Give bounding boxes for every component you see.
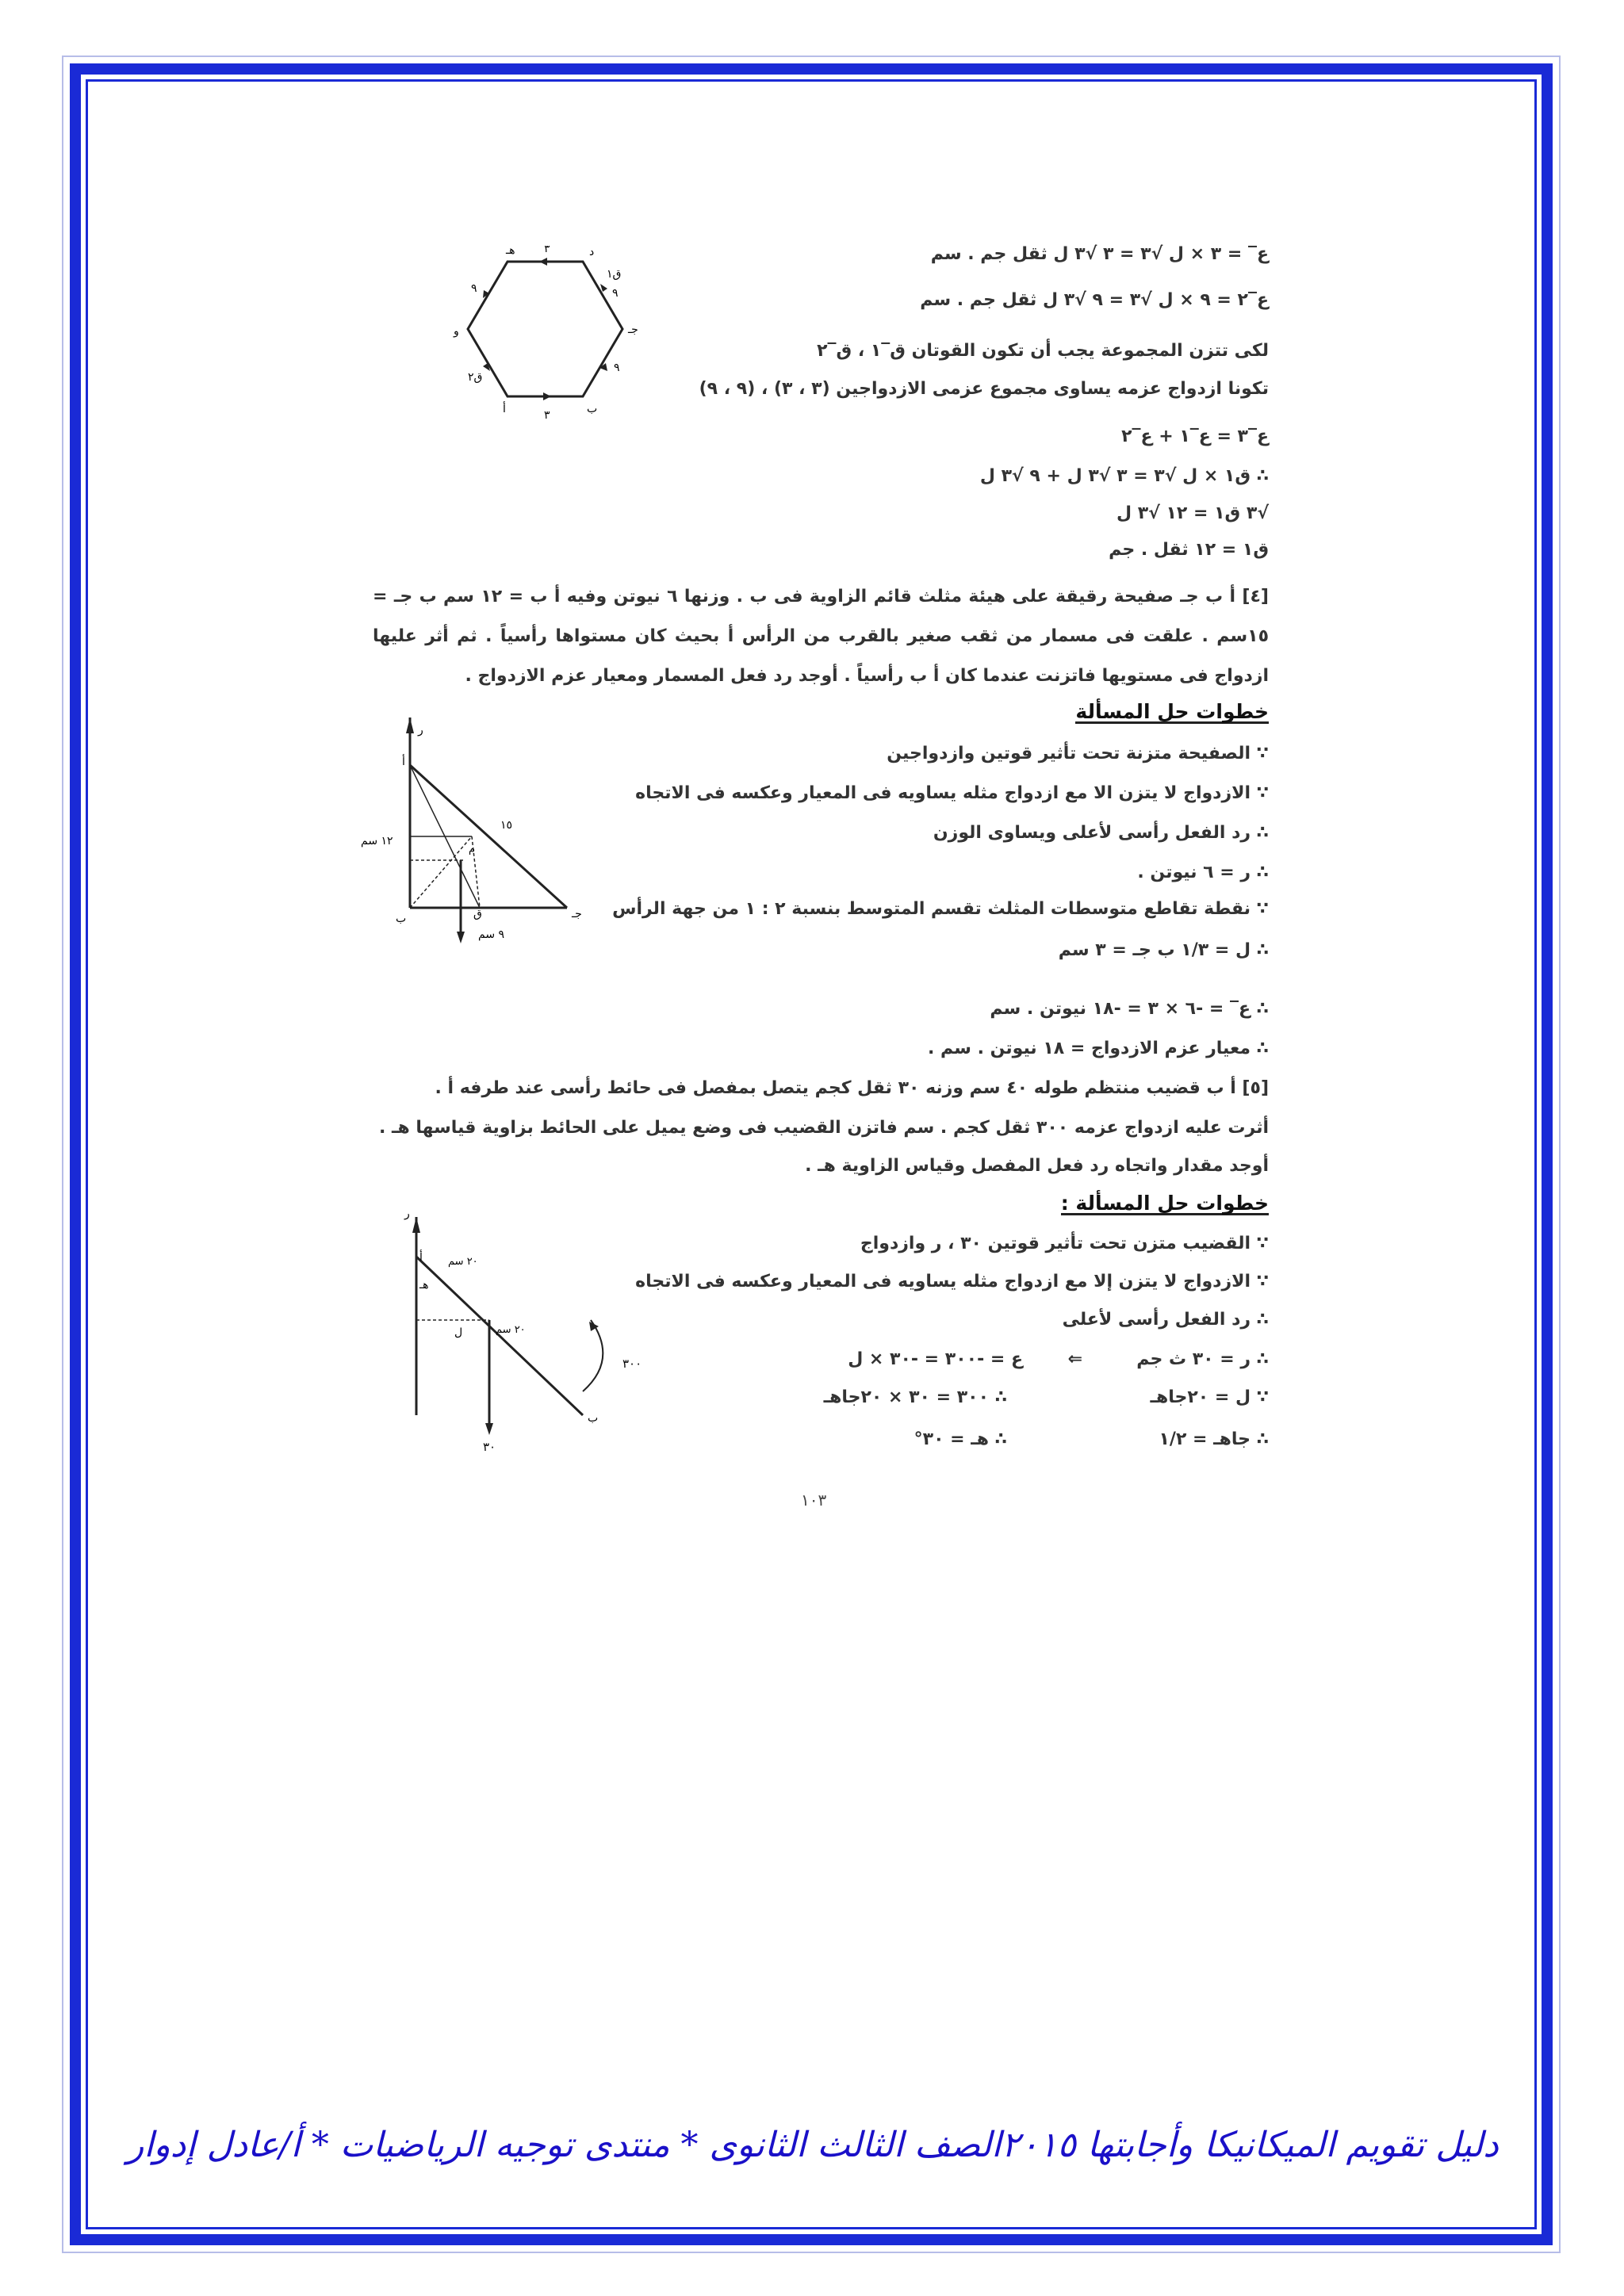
hex-label-3b: ٣ — [544, 409, 550, 422]
solution-line: ∴ معيار عزم الازدواج = ١٨ نيوتن . سم . — [928, 1039, 1269, 1058]
solution-line: ∵ الازدواج لا يتزن الا مع ازدواج مثله يساويه فى المعيار وعكسه فى الاتجاه — [635, 783, 1269, 803]
rod-label-b: ب — [588, 1412, 599, 1425]
text-line: √٣ ق١ = ١٢ √٣ ل — [1116, 503, 1269, 523]
problem-5-line: [٥] أ ب قضيب منتظم طوله ٤٠ سم وزنه ٣٠ ثقل كجم يتصل بمفصل فى حائط رأسى عند طرفه أ . — [435, 1078, 1269, 1098]
hex-label-b: ب — [587, 403, 598, 415]
triangle-diagram — [361, 710, 591, 955]
solution-heading-1: خطوات حل المسألة — [1075, 700, 1269, 723]
rod-label-r: ر — [404, 1209, 410, 1220]
rod-label-len20b: ٢٠ سم — [496, 1324, 526, 1336]
hexagon-shape — [468, 262, 622, 396]
solution-line: ∴ رد الفعل رأسى لأعلى ويساوى الوزن — [933, 823, 1269, 843]
rod-label-m300: ٣٠٠ — [622, 1357, 642, 1371]
solution-line: ∴ ر = ٦ نيوتن . — [1137, 863, 1269, 882]
tri-label-m: م — [469, 844, 476, 855]
solution-col-r2-left: ∴ ٣٠٠ = ٣٠ × ٢٠جاهـ — [823, 1387, 1007, 1407]
tri-label-w: ق — [473, 908, 482, 920]
hex-label-f: و — [454, 325, 459, 338]
rod-label-a: أ — [419, 1251, 423, 1264]
text-line: لكى تتزن المجموعة يجب أن تكون القوتان ق‾١ ، ق‾٢ — [817, 341, 1269, 361]
solution-col-r1-left: ع = -٣٠٠ = -٣٠ × ل — [848, 1349, 1023, 1369]
solution-col-r3-left: ∴ هـ = ٣٠° — [914, 1429, 1007, 1449]
hex-label-9c: ٩ — [471, 282, 477, 295]
tri-label-a: أ — [402, 756, 405, 768]
text-line: ق١ = ١٢ ثقل . جم — [1109, 540, 1269, 560]
tri-label-b: ب — [396, 913, 407, 925]
hex-label-9b: ٩ — [614, 362, 620, 374]
footer-title: دليل تقويم الميكانيكا وأجابتها ٢٠١٥الصف الثالث الثانوى * منتدى توجيه الرياضيات * أ/عادل إدوار — [127, 2125, 1499, 2165]
problem-4-text: [٤] أ ب جـ صفيحة رقيقة على هيئة مثلث قائم الزاوية فى ب . وزنها ٦ نيوتن وفيه أ ب = ١٢ سم ب جـ = ١٥سم . علقت فى مسمار من ثقب صغير بالقرب من الرأس أ بحيث كان مستواها رأسياً . ثم أثر عليها ازدواج فى مستويها فاتزنت عندما كان أ ب رأسياً . أوجد رد فعل المسمار ومعيار عزم الازدواج . — [373, 587, 1269, 686]
hex-label-q2: ق٢ — [468, 371, 483, 384]
text-line: ع‾٢ = ٩ × ل √٣ = ٩ √٣ ل ثقل جم . سم — [920, 290, 1269, 310]
solution-line: ∵ القضيب متزن تحت تأثير قوتين ٣٠ ، ر وازدواج — [860, 1234, 1269, 1253]
solution-col-r1-right: ∴ ر = ٣٠ ث جم — [1136, 1349, 1269, 1369]
solution-heading-2: خطوات حل المسألة : — [1060, 1192, 1269, 1215]
hex-label-a: أ — [503, 403, 506, 415]
rod-label-len20a: ٢٠ سم — [448, 1256, 478, 1268]
problem-5-line: أثرت عليه ازدواج عزمه ٣٠٠ ثقل كجم . سم فاتزن القضيب فى وضع يميل على الحائط بزاوية قياسها هـ . — [378, 1118, 1269, 1138]
rod-label-l: ل — [454, 1326, 463, 1339]
rod-label-w30: ٣٠ — [483, 1440, 496, 1454]
text-line: ∴ ق١ × ل √٣ = ٣ √٣ ل + ٩ √٣ ل — [979, 466, 1269, 486]
tri-label-r: ر — [418, 724, 423, 737]
tri-label-len15: ١٥ — [500, 819, 513, 832]
solution-col-r3-right: ∴ جاهـ = ١/٢ — [1159, 1429, 1269, 1449]
tri-label-len9: ٩ سم — [478, 928, 505, 941]
tri-label-len12: ١٢ سم — [361, 835, 393, 848]
page-number: ١٠٣ — [801, 1490, 827, 1510]
hex-label-3a: ٣ — [544, 246, 550, 255]
hexagon-diagram — [444, 246, 650, 428]
problem-5-line: أوجد مقدار واتجاه رد فعل المفصل وقياس الزاوية هـ . — [805, 1156, 1269, 1176]
hex-label-e: هـ — [506, 246, 515, 257]
text-line: تكونا ازدواج عزمه يساوى مجموع عزمى الازدواجين (٣ ، ٣) ، (٩ ، ٩) — [699, 379, 1269, 399]
solution-line: ∴ رد الفعل رأسى لأعلى — [1062, 1310, 1269, 1330]
rod-label-h: هـ — [419, 1279, 429, 1292]
hex-label-c: جـ — [628, 323, 638, 336]
hex-label-q1: ق١ — [607, 268, 622, 281]
page-frame-inner — [86, 79, 1537, 2229]
solution-line: ∴ ل = ١/٣ ب جـ = ٣ سم — [1058, 940, 1269, 960]
text-line: ع‾٣ = ع‾١ + ع‾٢ — [1121, 427, 1269, 446]
solution-line: ∴ ع‾ = -٦ × ٣ = -١٨ نيوتن . سم — [990, 999, 1269, 1019]
tri-label-c: جـ — [572, 908, 582, 920]
hex-label-d: د — [589, 246, 595, 258]
text-line: ع‾ = ٣ × ل √٣ = ٣ √٣ ل ثقل جم . سم — [930, 244, 1269, 264]
solution-line: ∵ نقطة تقاطع متوسطات المثلث تقسم المتوسط بنسبة ٢ : ١ من جهة الرأس — [612, 899, 1269, 919]
hex-label-9a: ٩ — [612, 287, 619, 300]
solution-col-r2-right: ∵ ل = ٢٠جاهـ — [1150, 1387, 1269, 1407]
rod-diagram — [400, 1209, 686, 1463]
solution-col-r1-mid: ⇐ — [1067, 1349, 1082, 1369]
solution-line: ∵ الصفيحة متزنة تحت تأثير قوتين وازدواجين — [887, 744, 1269, 763]
solution-line: ∵ الازدواج لا يتزن إلا مع ازدواج مثله يساويه فى المعيار وعكسه فى الاتجاه — [635, 1272, 1269, 1292]
